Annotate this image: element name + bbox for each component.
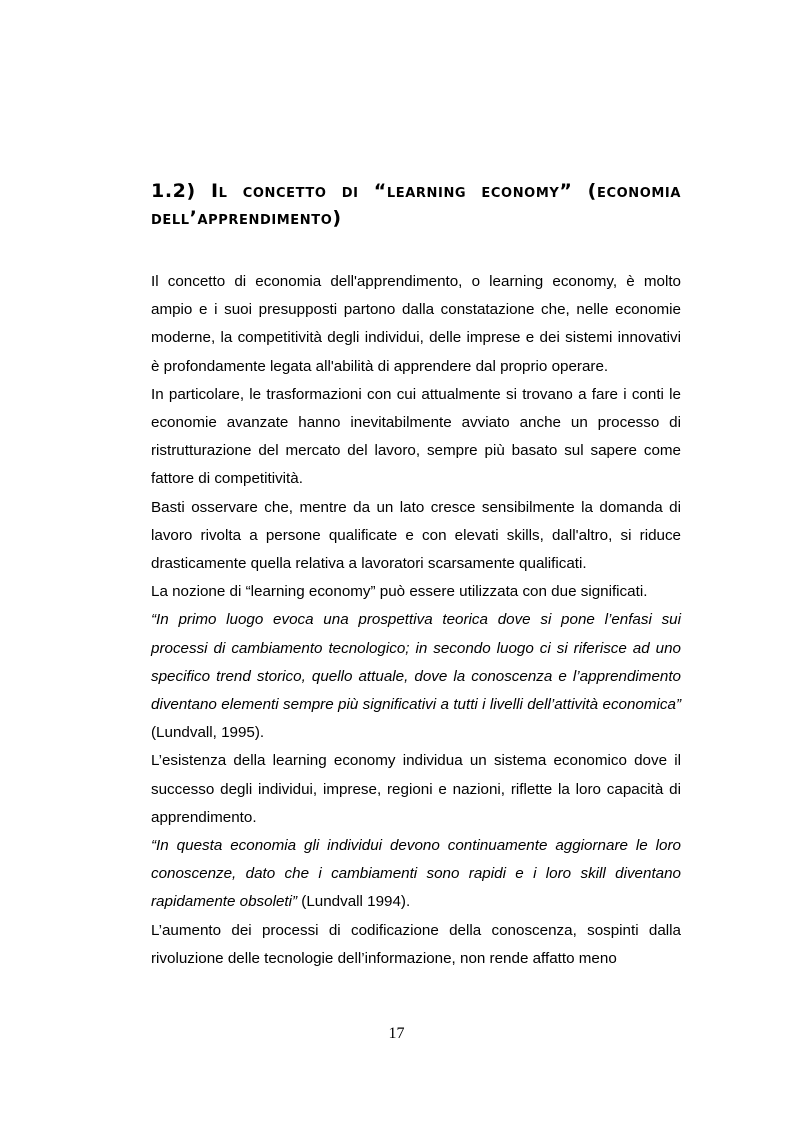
section-heading <box>151 178 681 232</box>
paragraph: La nozione di “learning economy” può essere utilizzata con due significati. <box>151 583 648 601</box>
body-text <box>151 268 681 973</box>
paragraph: Il concetto di economia dell'apprendimento, o learning economy, è molto ampio e i suoi presupposti partono dalla constatazione che, nelle economie moderne, la competitività degli individui, delle imprese e dei sistemi innovativi è profondamente legata all'abilità di apprendere dal proprio operare. <box>151 273 681 375</box>
quote-paragraph <box>151 832 681 917</box>
paragraph: L’esistenza della learning economy individua un sistema economico dove il successo degli individui, imprese, regioni e nazioni, riflette la loro capacità di apprendimento. <box>151 752 681 826</box>
quote-text: “In primo luogo evoca una prospettiva teorica dove si pone l’enfasi sui processi di cambiamento tecnologico; in secondo luogo ci si riferisce ad uno specifico trend storico, quello attuale, dove la conoscenza e l’apprendimento diventano elementi sempre più significativi a tutti i livelli dell’attività economica” <box>151 611 681 714</box>
quote-paragraph <box>151 606 681 747</box>
section-number: 1.2) <box>151 180 196 202</box>
citation: (Lundvall, 1995). <box>151 724 265 742</box>
section-title: Il concetto di “learning economy” (economia dell’apprendimento) <box>151 180 682 229</box>
quote-text: “In questa economia gli individui devono continuamente aggiornare le loro conoscenze, dato che i cambiamenti sono rapidi e i loro skill diventano rapidamente obsoleti” <box>151 837 681 911</box>
paragraph: In particolare, le trasformazioni con cui attualmente si trovano a fare i conti le economie avanzate hanno inevitabilmente avviato anche un processo di ristrutturazione del mercato del lavoro, sempre più basato sul sapere come fattore di competitività. <box>151 385 681 488</box>
page-number: 17 <box>388 1025 405 1042</box>
paragraph: L’aumento dei processi di codificazione della conoscenza, sospinti dalla rivoluzione delle tecnologie dell’informazione, non rende affatto meno <box>151 921 681 967</box>
paragraph: Basti osservare che, mentre da un lato cresce sensibilmente la domanda di lavoro rivolta a persone qualificate e con elevati skills, dall'altro, si riduce drasticamente quella relativa a lavoratori scarsamente qualificati. <box>151 498 681 573</box>
citation: (Lundvall 1994). <box>297 893 411 911</box>
